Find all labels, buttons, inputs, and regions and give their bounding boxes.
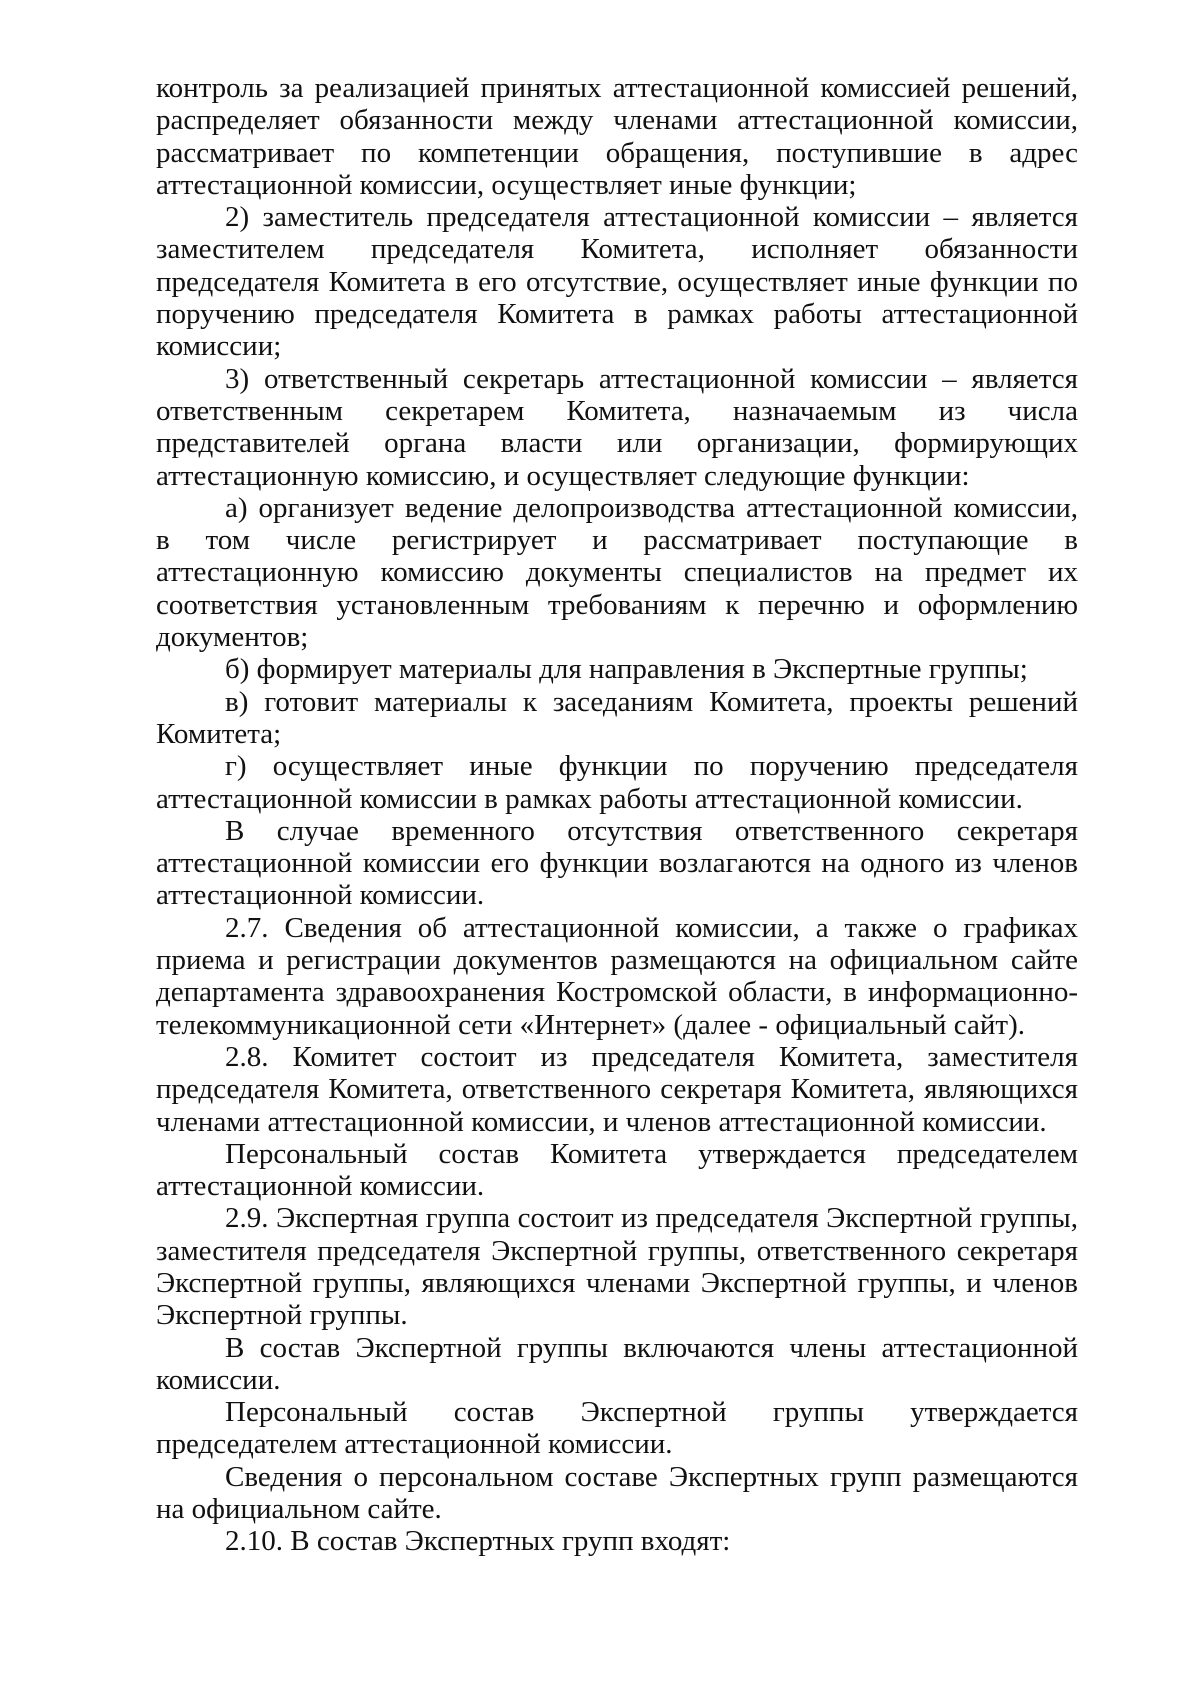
paragraph-section-2-8: 2.8. Комитет состоит из председателя Комитета, заместителя председателя Комитета, ответственного секретаря Комитета, являющихся членами аттестационной комиссии, и членов аттестационной комиссии. [156,1040,1078,1138]
paragraph-item-b: б) формирует материалы для направления в Экспертные группы; [225,653,1028,686]
paragraph-secretary-absence: В случае временного отсутствия ответственного секретаря аттестационной комиссии его функции возлагаются на одного из членов аттестационной комиссии. [156,814,1078,912]
paragraph-chairman-functions: контроль за реализацией принятых аттестационной комиссией решений, распределяет обязанности между членами аттестационной комиссии, рассматривает по компетенции обращения, поступившие в адрес аттестационной комиссии, осуществляет иные функции; [156,72,1078,201]
paragraph-section-2-7: 2.7. Сведения об аттестационной комиссии, а также о графиках приема и регистрации документов размещаются на официальном сайте департамента здравоохранения Костромской области, в информационно-телекоммуникационной сети «Интернет» (далее - официальный сайт). [156,911,1078,1041]
paragraph-responsible-secretary: 3) ответственный секретарь аттестационной комиссии – является ответственным секретарем Комитета, назначаемым из числа представителей органа власти или организации, формирующих аттестационную комиссию, и осуществляет следующие функции: [156,362,1078,492]
document-page [156,72,1078,1558]
paragraph-expert-group-composition: Персональный состав Экспертной группы утверждается председателем аттестационной комиссии. [156,1396,1078,1461]
paragraph-committee-composition: Персональный состав Комитета утверждается председателем аттестационной комиссии. [156,1137,1078,1203]
paragraph-deputy-chairman: 2) заместитель председателя аттестационной комиссии – является заместителем председателя Комитета, исполняет обязанности председателя Комитета в его отсутствие, осуществляет иные функции по поручению председателя Комитета в рамках работы аттестационной комиссии; [156,201,1078,363]
paragraph-expert-group-info: Сведения о персональном составе Экспертных групп размещаются на официальном сайте. [156,1460,1078,1526]
paragraph-section-2-9: 2.9. Экспертная группа состоит из председателя Экспертной группы, заместителя председателя Экспертной группы, ответственного секретаря Экспертной группы, являющихся членами Экспертной группы, и членов Экспертной группы. [156,1202,1078,1332]
paragraph-item-g: г) осуществляет иные функции по поручению председателя аттестационной комиссии в рамках работы аттестационной комиссии. [156,750,1078,815]
paragraph-section-2-10: 2.10. В состав Экспертных групп входят: [225,1525,731,1558]
paragraph-expert-group-members: В состав Экспертной группы включаются члены аттестационной комиссии. [156,1331,1078,1396]
paragraph-item-a: а) организует ведение делопроизводства аттестационной комиссии, в том числе регистрирует и рассматривает поступающие в аттестационную комиссию документы специалистов на предмет их соответствия установленным требованиям к перечню и оформлению документов; [156,491,1078,654]
paragraph-item-v: в) готовит материалы к заседаниям Комитета, проекты решений Комитета; [156,685,1078,750]
